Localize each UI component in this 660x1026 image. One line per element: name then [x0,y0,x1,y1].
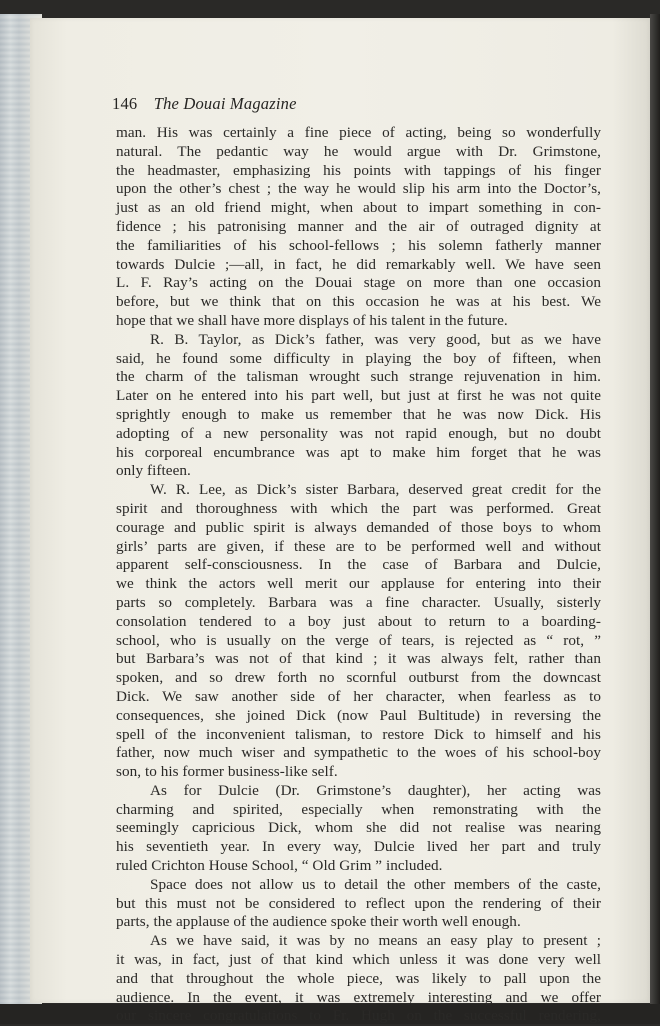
text-line: his seventieth year. In every way, Dulcie lived her part and truly [116,838,601,856]
text-line: adopting of a new personality was not rapid enough, but no doubt [116,424,601,442]
text-line: the headmaster, emphasizing his points with tappings of his finger [116,161,601,179]
text-line: apparent self-consciousness. In the case of Barbara and Dulcie, [116,556,601,574]
text-line: spoken, and so drew forth no scornful outburst from the downcast [116,669,601,687]
text-line: parts, the applause of the audience spoke their worth well enough. [116,913,521,931]
text-line: L. F. Ray’s acting on the Douai stage on more than one occasion [116,274,601,292]
text-line: seemingly capricious Dick, whom she did not realise was nearing [116,819,601,837]
text-line: courage and public spirit is always demanded of those boys to whom [116,518,601,536]
text-line: before, but we think that on this occasion he was at his best. We [116,293,601,311]
book-gutter [650,14,660,1004]
text-line: we think the actors well merit our applause for entering into their [116,575,601,593]
text-line: sprightly enough to make us remember that he was now Dick. His [116,405,601,423]
text-line: As we have said, it was by no means an easy play to present ; [150,932,601,950]
text-line: but this must not be considered to reflect upon the rendering of their [116,894,601,912]
text-line: only fifteen. [116,462,191,480]
text-line: the familiarities of his school-fellows ; his solemn fatherly manner [116,236,601,254]
text-line: son, to his former business-like self. [116,763,338,781]
text-line: parts so completely. Barbara was a fine character. Usually, sisterly [116,593,601,611]
text-line: consequences, she joined Dick (now Paul Bultitude) in reversing the [116,706,601,724]
text-line: his corporeal encumbrance was apt to make him forget that he was [116,443,601,461]
text-line: school, who is usually on the verge of tears, is rejected as “ rot, ” [116,631,601,649]
text-line: but Barbara’s was not of that kind ; it was always felt, rather than [116,650,601,668]
text-line: father, now much wiser and sympathetic to the woes of his school-boy [116,744,601,762]
text-line: consolation tendered to a boy just about to return to a boarding- [116,612,601,630]
text-line: Dick. We saw another side of her character, when fearless as to [116,687,601,705]
article-body [116,124,601,1026]
text-line: the charm of the talisman wrought such strange rejuvenation in him. [116,368,601,386]
text-line: hope that we shall have more displays of his talent in the future. [116,311,508,329]
text-line: ruled Crichton House School, “ Old Grim ” included. [116,857,443,875]
text-line: and that throughout the whole piece, was likely to pall upon the [116,969,601,987]
text-line: man. His was certainly a fine piece of acting, being so wonderfully [116,124,601,141]
text-line: Later on he entered into his part well, but just at first he was not quite [116,387,601,405]
text-line: towards Dulcie ;—all, in fact, he did remarkably well. We have seen [116,255,601,273]
text-line: it was, in fact, just of that kind which unless it was done very well [116,951,601,969]
text-line: girls’ parts are given, if these are to be performed well and without [116,537,601,555]
text-line: upon the other’s chest ; the way he would slip his arm into the Doctor’s, [116,180,601,198]
text-line: R. B. Taylor, as Dick’s father, was very good, but as we have [150,330,601,348]
text-line: our sincere congratulations to Fr. Hugh on the successful rendering, [116,1007,601,1025]
text-line: spell of the inconvenient talisman, to restore Dick to himself and his [116,725,601,743]
text-line: said, he found some difficulty in playing the boy of fifteen, when [116,349,601,367]
text-line: Space does not allow us to detail the other members of the caste, [150,875,601,893]
text-line: fidence ; his patronising manner and the air of outraged dignity at [116,217,601,235]
text-line: natural. The pedantic way he would argue with Dr. Grimstone, [116,142,601,160]
text-line: W. R. Lee, as Dick’s sister Barbara, deserved great credit for the [150,481,601,499]
text-line: charming and spirited, especially when remonstrating with the [116,800,601,818]
running-header [112,94,297,114]
scan-background-top [0,0,660,20]
text-line: audience. In the event, it was extremely interesting and we offer [116,988,601,1006]
page-number: 146 [112,94,138,113]
text-line: just as an old friend might, when about to impart something in con- [116,199,601,217]
text-line: spirit and thoroughness with which the part was performed. Great [116,499,601,517]
text-line: As for Dulcie (Dr. Grimstone’s daughter), her acting was [150,781,601,799]
magazine-title: The Douai Magazine [153,94,297,113]
